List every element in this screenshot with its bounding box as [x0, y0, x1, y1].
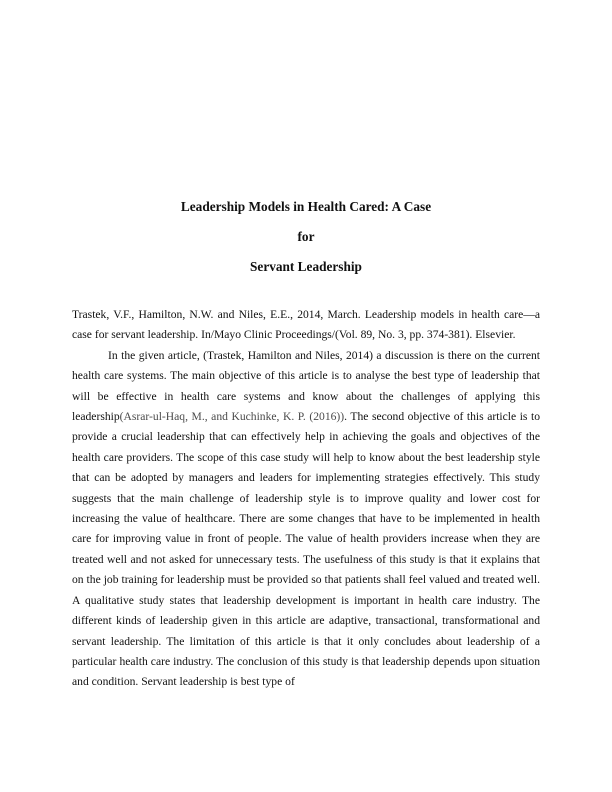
body-paragraph — [72, 346, 540, 693]
document-body — [72, 305, 540, 693]
title-line-1: Leadership Models in Health Cared: A Case — [180, 199, 432, 214]
title-line-2: for — [297, 229, 315, 244]
title-line-3: Servant Leadership — [250, 259, 362, 274]
inline-citation: (Asrar-ul-Haq, M., and Kuchinke, K. P. (2016)) — [119, 410, 345, 424]
paragraph-text-rest: . The second objective of this article is to provide a crucial leadership that can effectively help in achieving the goals and objectives of the health care providers. The scope of this case study will help to know about the best leadership style that can be adopted by managers and leaders for implementing strategies effectively. This study suggests that the main challenge of leadership style is to improve quality and lower cost for increasing the value of healthcare. There are some changes that have to be implemented in health care for improving value in front of people. The value of health providers increase when they are treated well and not asked for unnecessary tests. The usefulness of this study is that it explains that on the job training for leadership must be provided so that patients shall feel valued and treated well. A qualitative study states that leadership development is important in health care industry. The different kinds of leadership given in this article are adaptive, transactional, transformational and servant leadership. The limitation of this article is that it only concludes about leadership of a particular health care industry. The conclusion of this study is that leadership depends upon situation and condition. Servant leadership is best type of — [72, 410, 540, 689]
document-title — [72, 199, 540, 289]
paragraph-text-start: In the given article, (Trastek, Hamilton and Niles, 2014) a discussion is there on the current health care systems. The main objective of this article is to analyse the best type of leadership that will be effective in health care systems and know about the challenges of applying this leadership — [72, 348, 540, 424]
reference-citation: Trastek, V.F., Hamilton, N.W. and Niles, E.E., 2014, March. Leadership models in health care—a case for servant leadership. In/Mayo Clinic Proceedings/(Vol. 89, No. 3, pp. 374-381). Elsevier. — [72, 308, 540, 342]
